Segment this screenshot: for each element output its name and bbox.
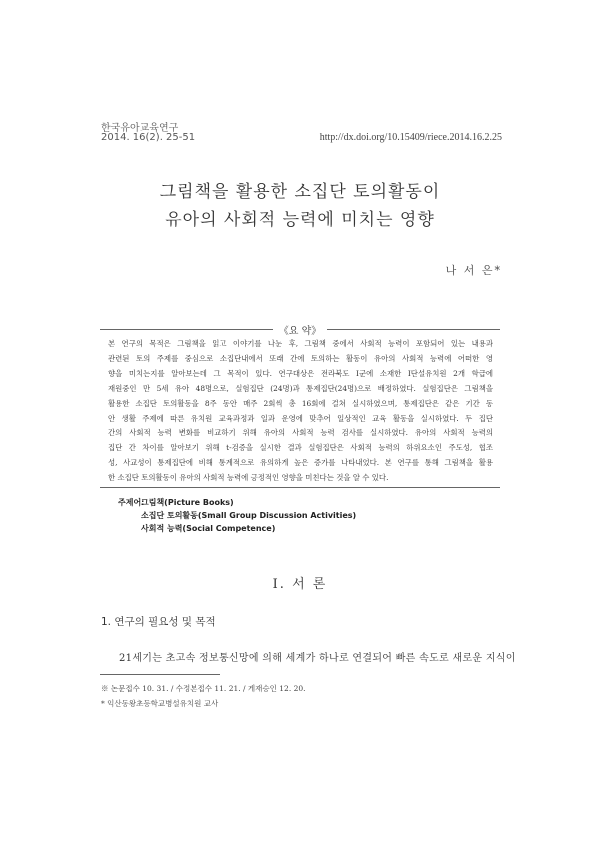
keyword-item: 그림책(Picture Books) [141,498,234,507]
abstract-line: 향을 미치는지를 알아보는데 그 목적이 있다. 연구대상은 전라북도 I군에 소재한 I단설유치원 2개 학급에 [108,368,493,378]
abstract-heading-text: 《요 약》 [273,326,328,337]
paper-title-line1: 그림책을 활용한 소집단 토의활동이 [159,182,441,202]
doi-link[interactable]: http://dx.doi.org/10.15409/riece.2014.16.2.25 [319,132,502,143]
abstract-heading [0,322,600,337]
abstract-line: 안 생활 주제에 따른 유치원 교육과정과 일과 운영에 맞추어 일상적인 교육 활동을 실시하였다. 두 집단 [108,413,493,423]
footnote-affiliation: * 익산동왕초등학교병설유치원 교사 [101,699,219,708]
journal-name: 한국유아교육연구 [101,123,179,134]
keyword-item: 소집단 토의활동(Small Group Discussion Activities) [141,511,357,520]
journal-volume: 2014. 16(2). 25-51 [101,132,196,143]
abstract-line: 관련된 토의 주제를 중심으로 소집단내에서 또래 간에 토의하는 활동이 유아의 사회적 능력에 어떠한 영 [108,353,493,363]
abstract-line: 한 소집단 토의활동이 유아의 사회적 능력에 긍정적인 영향을 미친다는 것을 알 수 있다. [108,473,389,483]
abstract-line: 집단 간 차이를 알아보기 위해 t-검증을 실시한 결과 실험집단은 사회적 능력의 하위요소인 주도성, 협조 [108,443,493,453]
abstract-line: 본 연구의 목적은 그림책을 읽고 이야기를 나눈 후, 그림책 중에서 사회적 능력이 포함되어 있는 내용과 [108,339,493,348]
abstract-body [108,337,493,486]
abstract-line: 활용한 소집단 토의활동을 8주 동안 매주 2회씩 총 16회에 걸쳐 실시하였으며, 통제집단은 같은 기간 동 [108,398,493,408]
keyword-item: 사회적 능력(Social Competence) [141,524,276,533]
section-heading: Ⅰ. 서 론 [272,577,328,592]
paper-title-line2: 유아의 사회적 능력에 미치는 영향 [165,210,435,230]
footnote-rule [100,674,220,675]
abstract-line: 성, 사교성이 통제집단에 비해 통계적으로 유의하게 높은 증가를 나타내었다. 본 연구를 통해 그림책을 활용 [108,458,493,468]
keywords-label: 주제어: [118,498,145,507]
body-paragraph: 21세기는 초고속 정보통신망에 의해 세계가 하나로 연결되어 빠른 속도로 새로운 지식이 [119,653,516,664]
author-name: 나 서 은* [445,264,502,277]
abstract-bottom-rule [100,487,500,488]
footnote-dates: ※ 논문접수 10. 31. / 수정본접수 11. 21. / 게재승인 12. 20. [101,684,306,693]
abstract-line: 재원중인 만 5세 유아 48명으로, 실험집단 (24명)과 통제집단(24명)으로 배정하였다. 실험집단은 그림책을 [108,383,493,393]
subsection-heading: 1. 연구의 필요성 및 목적 [101,616,216,628]
abstract-line: 간의 사회적 능력 변화를 비교하기 위해 유아의 사회적 능력 검사를 실시하였다. 유아의 사회적 능력의 [108,428,493,438]
